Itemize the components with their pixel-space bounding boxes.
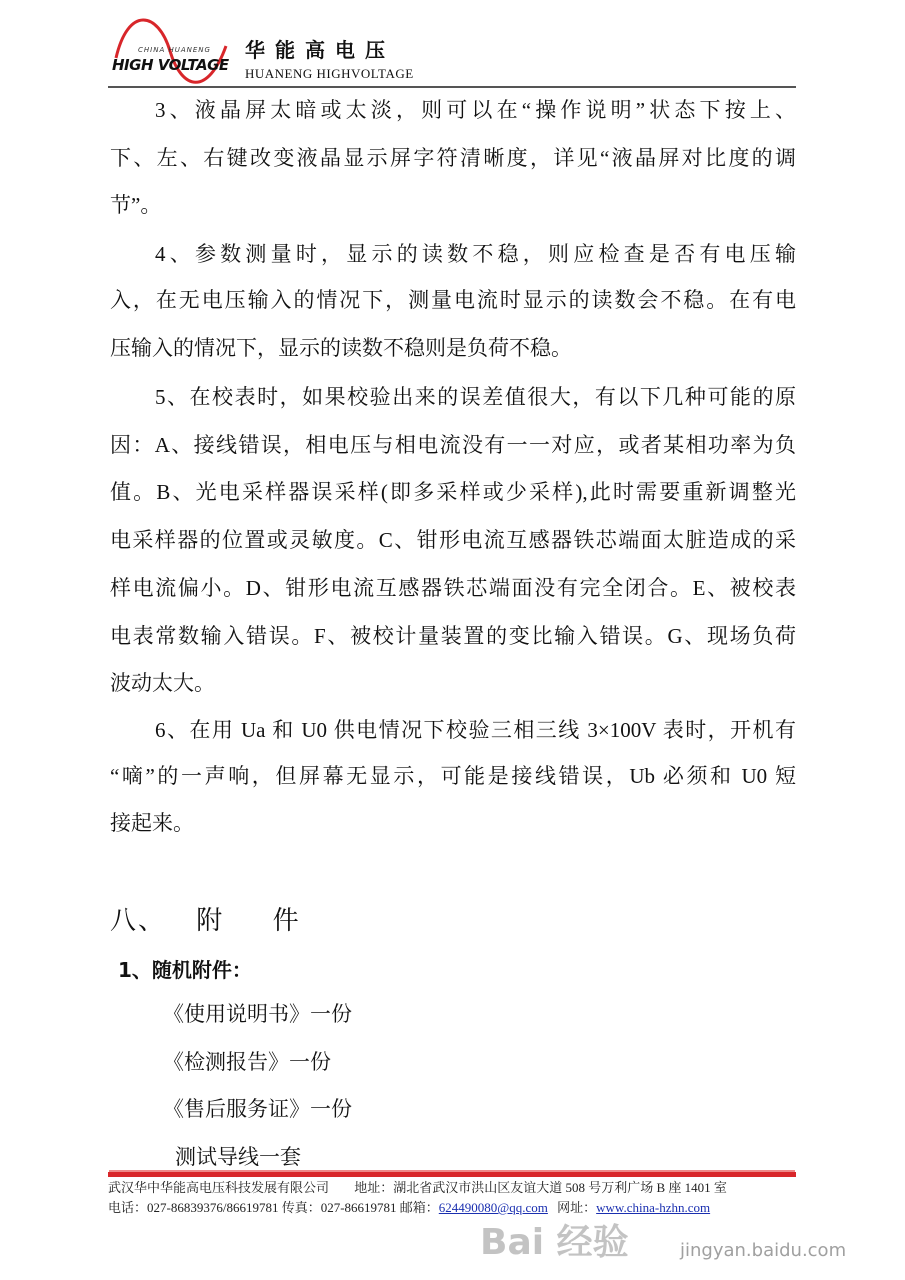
footer-company: 武汉华中华能高电压科技发展有限公司 [108,1180,330,1195]
list-item: 《售后服务证》一份 [163,1097,352,1121]
text-line: 压输入的情况下，显示的读数不稳则是负荷不稳。 [110,336,572,360]
footer-divider [108,1172,796,1177]
brand-name-en: HUANENG HIGHVOLTAGE [245,66,414,81]
text-line: 下、左、右键改变液晶显示屏字符清晰度，详见“液晶屏对比度的调 [110,146,796,170]
baidu-watermark-url: jingyan.baidu.com [680,1240,847,1261]
logo-subtitle: CHINA HUANENG [138,46,211,54]
subsection-heading: 1、随机附件： [118,958,252,982]
list-item: 《检测报告》一份 [163,1050,331,1074]
logo-title: HIGH VOLTAGE [112,56,229,74]
footer-site-label: 网址： [557,1200,597,1215]
footer-phone: 电话：027-86839376/86619781 传真：027-86619781 邮箱： [108,1200,439,1215]
text-line: 节”。 [110,193,162,217]
footer-website-link[interactable]: www.china-hzhn.com [596,1200,711,1215]
list-item: 《使用说明书》一份 [163,1002,352,1026]
company-logo [108,16,233,86]
text-line: 3、液晶屏太暗或太淡，则可以在“操作说明”状态下按上、 [155,98,796,122]
list-item: 测试导线一套 [175,1145,301,1169]
footer-line-2 [108,1200,710,1216]
section-heading [110,900,301,937]
brand-name-cn: 华能高电压 [245,38,395,62]
text-line: 入，在无电压输入的情况下，测量电流时显示的读数会不稳。在有电 [110,288,796,312]
text-line: 值。B、光电采样器误采样(即多采样或少采样),此时需要重新调整光 [110,480,796,504]
text-line: 5、在校表时，如果校验出来的误差值很大，有以下几种可能的原 [155,385,796,409]
text-line: 因：A、接线错误，相电压与相电流没有一一对应，或者某相功率为负 [110,433,796,457]
text-line: 6、在用 Ua 和 U0 供电情况下校验三相三线 3×100V 表时，开机有 [155,718,796,742]
text-line: 电采样器的位置或灵敏度。C、钳形电流互感器铁芯端面太脏造成的采 [110,528,796,552]
text-line: 接起来。 [110,811,194,835]
section-number: 八、 [110,906,167,936]
baidu-watermark: Bai 经验 [480,1222,629,1263]
text-line: 电表常数输入错误。F、被校计量装置的变比输入错误。G、现场负荷 [110,624,796,648]
footer-email-link[interactable]: 624490080@qq.com [438,1200,548,1215]
footer-address: 地址：湖北省武汉市洪山区友谊大道 508 号万利广场 B 座 1401 室 [354,1180,727,1195]
page-header [108,10,796,88]
text-line: “嘀”的一声响，但屏幕无显示，可能是接线错误，Ub 必须和 U0 短 [110,764,796,788]
section-title-char: 附 [196,906,225,936]
footer-line-1 [108,1180,727,1196]
text-line: 波动太大。 [110,671,215,695]
section-title-char: 件 [272,906,301,936]
text-line: 4、参数测量时，显示的读数不稳，则应检查是否有电压输 [155,242,796,266]
text-line: 样电流偏小。D、钳形电流互感器铁芯端面没有完全闭合。E、被校表 [110,576,796,600]
